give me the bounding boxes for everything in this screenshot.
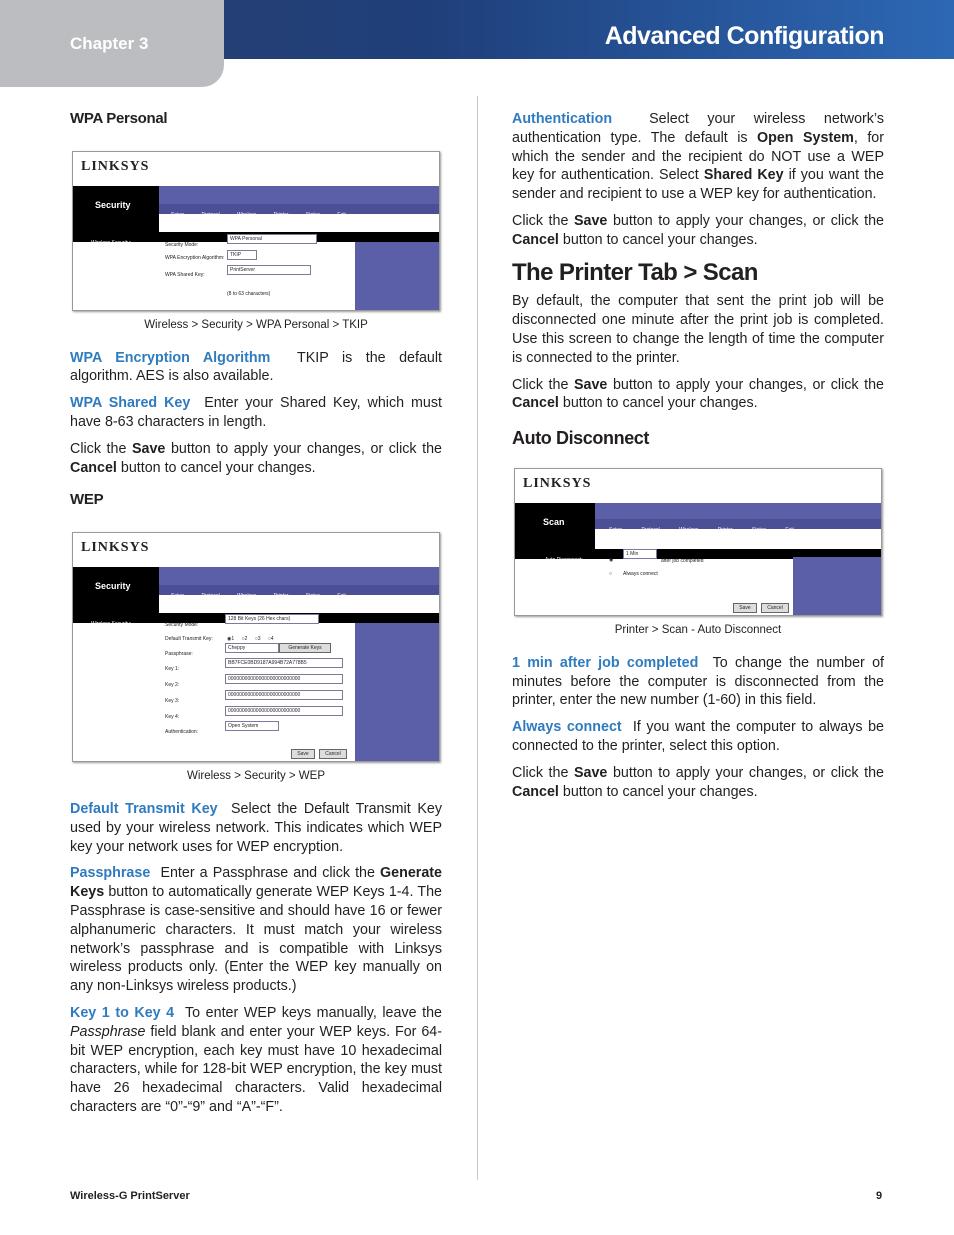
auth-select[interactable]: Open System <box>225 721 279 731</box>
subheading-wep: WEP <box>70 491 104 509</box>
paragraph-save-cancel-2: Click the Save button to apply your changes, or click the Cancel button to cancel your changes. <box>512 212 884 248</box>
paragraph-scan-intro: By default, the computer that sent the print job will be disconnected one minute after the print job is completed. Use this screen to change the length of time the computer is connected to the printer. <box>512 293 884 366</box>
paragraph-save-cancel-3: Click the Save button to apply your changes, or click the Cancel button to cancel your changes. <box>512 376 884 412</box>
transmit-key-radios[interactable]: ◉1 ○2 ○3 ○4 <box>227 636 274 643</box>
save-button[interactable]: Save <box>733 603 757 613</box>
section-heading-printer-scan: The Printer Tab > Scan <box>512 258 758 286</box>
paragraph-1-min: 1 min after job completed To change the number of minutes before the computer is disconnected from the printer, enter the new number (1-60) in this field. <box>512 654 885 709</box>
algorithm-select[interactable]: TKIP <box>227 250 257 260</box>
section-label: Security <box>95 199 131 210</box>
column-divider <box>477 96 478 1180</box>
security-mode-select[interactable]: WPA Personal <box>227 234 317 244</box>
paragraph-default-transmit-key: Default Transmit Key Select the Default Transmit Key used by your wireless network. This indicates which WEP key your network uses for WEP encryption. <box>70 800 442 855</box>
wep-mode-select[interactable]: 128 Bit Keys (26 Hex chars) <box>225 614 319 624</box>
caption-wpa: Wireless > Security > WPA Personal > TKIP <box>144 318 368 331</box>
subheading-auto-disconnect: Auto Disconnect <box>512 428 650 449</box>
paragraph-save-cancel-4: Click the Save button to apply your changes, or click the Cancel button to cancel your changes. <box>512 764 884 800</box>
subheading-wpa-personal: WPA Personal <box>70 110 168 127</box>
paragraph-wpa-encryption: WPA Encryption Algorithm TKIP is the default algorithm. AES is also available. <box>70 349 442 385</box>
left-column <box>70 110 442 1125</box>
passphrase-field[interactable]: Cheppy <box>225 643 279 653</box>
key2-field[interactable]: 00000000000000000000000000 <box>225 674 343 684</box>
right-column <box>512 110 884 809</box>
paragraph-keys: Key 1 to Key 4 To enter WEP keys manually, leave the Passphrase field blank and enter your WEP keys. For 64-bit WEP encryption, each key must have 10 hexadecimal characters, while for 128-bit WEP encryption, the key must have 26 hexadecimal characters. Valid hexadecimal characters are “0”-“9” and “A”-“F”. <box>70 1004 442 1115</box>
screenshot-scan: LINKSYS Scan Setup Protocol Wireless Printer Status Exit Auto Disconnect: ◉ 1 Min after job completed ○ Always connect Save Cancel <box>514 468 882 616</box>
save-button[interactable]: Save <box>291 749 315 759</box>
linksys-logo: LINKSYS <box>81 158 150 174</box>
caption-scan: Printer > Scan - Auto Disconnect <box>614 623 782 636</box>
generate-keys-button[interactable]: Generate Keys <box>279 643 331 653</box>
paragraph-wpa-shared-key: WPA Shared Key Enter your Shared Key, which must have 8-63 characters in length. <box>70 395 442 430</box>
paragraph-passphrase: Passphrase Enter a Passphrase and click the Generate Keys button to automatically generate WEP Keys 1-4. The Passphrase is case-sensitive and should have 16 or fewer alphanumeric characters. It must match your wireless network’s passphrase and is compatible with Linksys wireless products only. (Enter the WEP key manually on any non-Linksys wireless products.) <box>70 865 442 995</box>
caption-wep: Wireless > Security > WEP <box>186 770 326 783</box>
page-number: 9 <box>876 1190 883 1202</box>
key4-field[interactable]: 00000000000000000000000000 <box>225 706 343 716</box>
footer-product: Wireless-G PrintServer <box>70 1190 190 1202</box>
key1-field[interactable]: BB7FCE0BD9187A994B72A778B5 <box>225 658 343 668</box>
chapter-tab <box>0 0 224 87</box>
key3-field[interactable]: 00000000000000000000000000 <box>225 690 343 700</box>
chapter-label: Chapter 3 <box>70 34 149 53</box>
tab-bar: Setup Protocol Wireless Printer Status Exit <box>171 211 346 218</box>
paragraph-save-cancel-1: Click the Save button to apply your changes, or click the Cancel button to cancel your changes. <box>70 440 442 476</box>
cancel-button[interactable]: Cancel <box>319 749 347 759</box>
paragraph-authentication: Authentication Select your wireless network’s authentication type. The default is Open System, for which the sender and the recipient do NOT use a WEP key for authentication. Select Shared Key if you want the sender and recipient to use a WEP key for authentication. <box>512 111 884 203</box>
shared-key-field[interactable]: PrintServer <box>227 265 311 275</box>
minutes-field[interactable]: 1 Min <box>623 549 657 559</box>
screenshot-wpa-personal: LINKSYS Security Setup Protocol Wireless Printer Status Exit Wireless Security: Security Mode: WPA Personal WPA Encryption Algorithm: TKIP WPA Shared Key: PrintServer (8 to 63 characters) <box>72 151 440 311</box>
chapter-title: Advanced Configuration <box>604 22 884 50</box>
paragraph-always-connect: Always connect If you want the computer to always be connected to the printer, select this option. <box>512 719 884 754</box>
screenshot-wep: LINKSYS Security Setup Protocol Wireless Printer Status Exit Wireless Security: Security Mode: 128 Bit Keys (26 Hex chars) Default Transmit Key: ◉1 ○2 ○3 ○4 Passphrase: Cheppy Generate Keys Key 1: BB7FCE0BD9187A994B72A778B5 Key 2: 00000000000000000000000000 Key 3: 00000000000000000000000000 Key 4: 00000000000000000000000000 Authentication: Open System Save Cancel <box>72 532 440 762</box>
cancel-button[interactable]: Cancel <box>761 603 789 613</box>
